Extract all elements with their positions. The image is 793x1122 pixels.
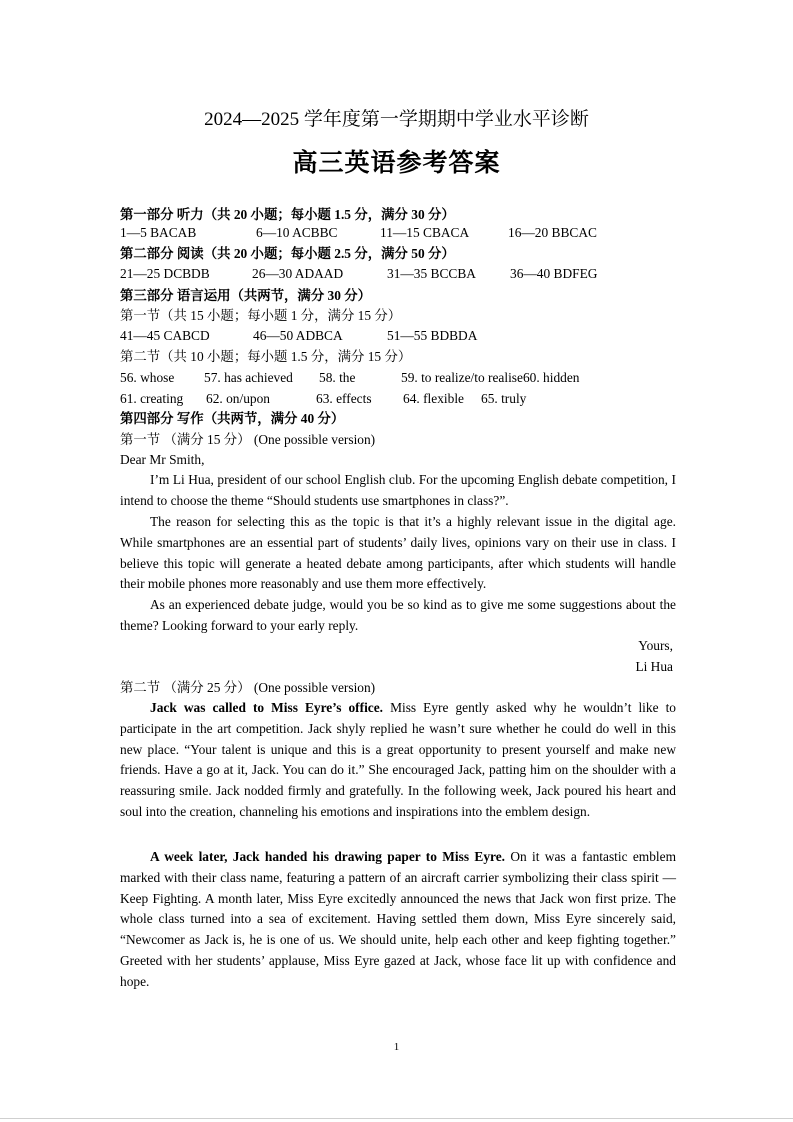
answer-group: 16—20 BBCAC	[508, 225, 597, 240]
answer-group: 21—25 DCBDB	[120, 266, 210, 281]
answer-item: 64. flexible	[403, 391, 464, 406]
story-body: On it was a fantastic emblem marked with their class name, featuring a pattern of an aircraft carrier symbolizing their class spirit — Keep Fighting. A month later, Miss Eyre excitedly announced the news that Jack won first prize. The whole class turned into a sea of excitement. Having settled them down, Miss Eyre sincerely said, “Newcomer as Jack is, he is one of us. We should unite, help each other and keep fighting together.” Greeted with her students’ applause, Miss Eyre gazed at Jack, whose face lit up with confidence and hope.	[120, 849, 676, 989]
answer-item: 57. has achieved	[204, 370, 293, 385]
page-subtitle: 高三英语参考答案	[292, 148, 501, 177]
part4-section2-heading: 第二节 （满分 25 分） (One possible version)	[120, 680, 376, 695]
answer-item: 58. the	[319, 370, 356, 385]
page-number: 1	[393, 1041, 400, 1053]
story-lead-sentence: Jack was called to Miss Eyre’s office.	[150, 700, 384, 715]
part3-section1-heading: 第一节（共 15 小题；每小题 1 分，满分 15 分）	[120, 308, 402, 323]
answer-group: 41—45 CABCD	[120, 328, 210, 343]
part1-answers	[120, 223, 597, 243]
answer-item: 63. effects	[316, 391, 372, 406]
page-bottom-divider	[0, 1118, 793, 1119]
page-title: 2024—2025 学年度第一学期期中学业水平诊断	[204, 109, 589, 130]
story-paragraph	[120, 698, 676, 823]
answer-group: 31—35 BCCBA	[387, 266, 476, 281]
part4-heading: 第四部分 写作（共两节，满分 40 分）	[120, 411, 345, 426]
answer-item: 62. on/upon	[206, 391, 270, 406]
letter-salutation: Dear Mr Smith,	[120, 452, 205, 467]
part2-heading: 第二部分 阅读（共 20 小题；每小题 2.5 分，满分 50 分）	[120, 246, 455, 261]
part3-section1-answers	[120, 326, 477, 346]
answer-group: 11—15 CBACA	[380, 225, 470, 240]
part3-heading: 第三部分 语言运用（共两节，满分 30 分）	[120, 288, 372, 303]
letter-paragraph: I’m Li Hua, president of our school English club. For the upcoming English debate competition, I intend to choose the theme “Should students use smartphones in class?”.	[120, 472, 676, 508]
part3-section2-row2	[120, 389, 526, 409]
story-lead-sentence: A week later, Jack handed his drawing paper to Miss Eyre.	[150, 849, 506, 864]
part2-answers	[120, 264, 597, 284]
part3-section2-heading: 第二节（共 10 小题；每小题 1.5 分，满分 15 分）	[120, 349, 412, 364]
answer-group: 26—30 ADAAD	[252, 266, 344, 281]
letter-closing: Yours,	[638, 638, 673, 653]
answer-group: 6—10 ACBBC	[256, 225, 338, 240]
letter-paragraph: As an experienced debate judge, would you be so kind as to give me some suggestions about the theme? Looking forward to your early reply.	[120, 597, 676, 633]
letter-paragraph: The reason for selecting this as the topic is that it’s a highly relevant issue in the digital age. While smartphones are an essential part of students’ daily lives, opinions vary on their use in class. I believe this topic will generate a heated debate among participants, after which students will handle their mobile phones more reasonably and use them more effectively.	[120, 514, 676, 592]
answer-group: 36—40 BDFEG	[510, 266, 598, 281]
answer-item: 59. to realize/to realise60. hidden	[401, 370, 580, 385]
letter-signature: Li Hua	[635, 659, 673, 674]
part3-section2-row1	[120, 368, 579, 388]
answer-item: 61. creating	[120, 391, 184, 406]
answer-group: 46—50 ADBCA	[253, 328, 343, 343]
answer-group: 51—55 BDBDA	[387, 328, 478, 343]
answer-group: 1—5 BACAB	[120, 225, 197, 240]
part1-heading: 第一部分 听力（共 20 小题；每小题 1.5 分，满分 30 分）	[120, 207, 455, 222]
part4-section1-heading: 第一节 （满分 15 分） (One possible version)	[120, 432, 376, 447]
story-paragraph	[120, 847, 676, 993]
answer-item: 65. truly	[481, 391, 527, 406]
story-body: Miss Eyre gently asked why he wouldn’t like to participate in the art competition. Jack shyly replied he wasn’t sure whether he could do well in this new place. “Your talent is unique and this is a great opportunity to present yourself and make new friends. Have a go at it, Jack. You can do it.” She encouraged Jack, patting him on the shoulder with a reassuring smile. Jack nodded firmly and gratefully. In the following week, Jack poured his heart and soul into the creation, channeling his emotions and inspirations into the emblem design.	[120, 700, 676, 819]
answer-item: 56. whose	[120, 370, 175, 385]
